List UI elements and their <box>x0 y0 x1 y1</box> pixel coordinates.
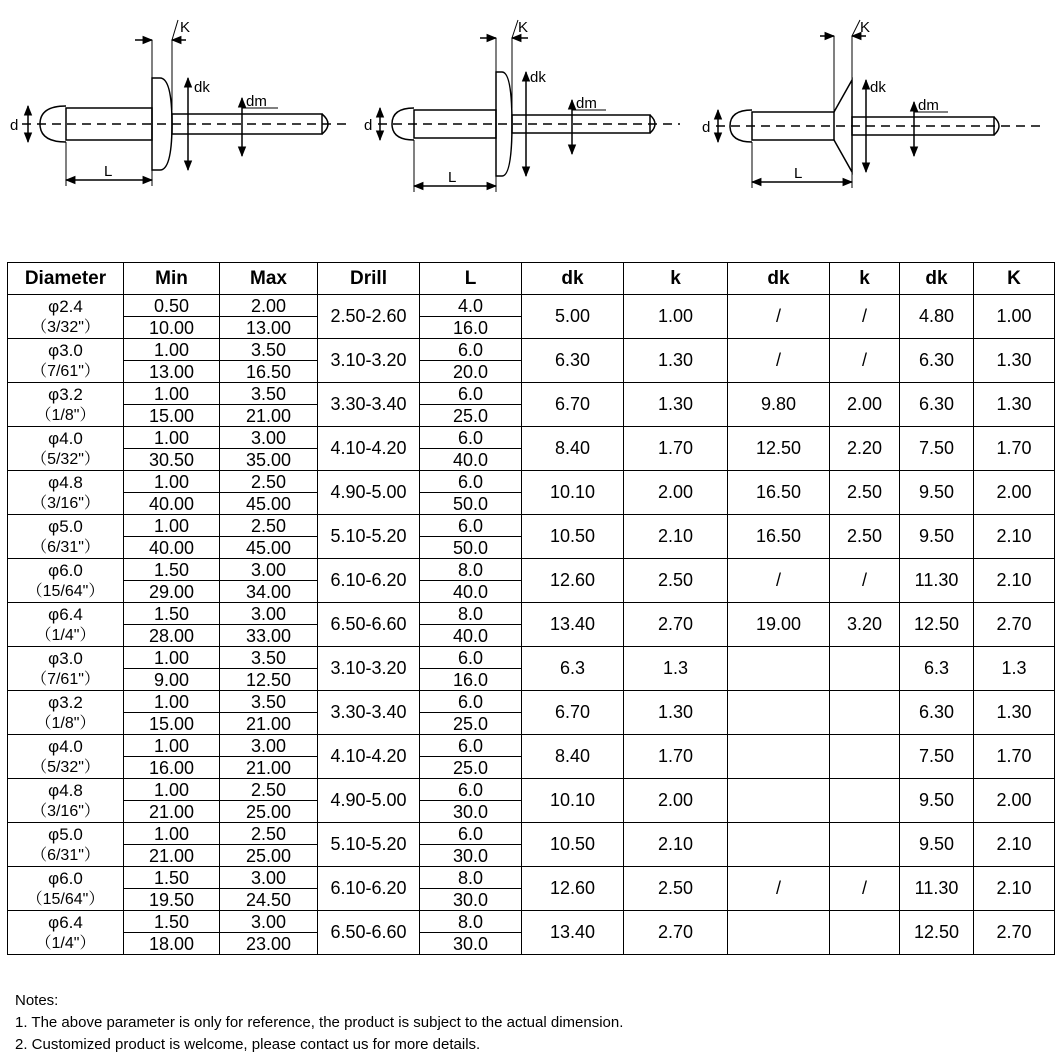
cell-k-countersunk: 1.30 <box>974 691 1055 735</box>
diameter-metric: φ4.8 <box>48 472 83 492</box>
cell-k-large-flange <box>830 779 900 823</box>
note-item-1: 1. The above parameter is only for reference, the product is subject to the actual dimension. <box>15 1014 624 1031</box>
table-row <box>8 691 1055 713</box>
cell-max-lower: 21.00 <box>220 757 318 779</box>
cell-dk-dome: 10.10 <box>522 471 624 515</box>
cell-drill: 6.10-6.20 <box>318 867 420 911</box>
diameter-inch: （6/31"） <box>31 846 100 864</box>
cell-k-countersunk: 2.10 <box>974 823 1055 867</box>
table-row <box>8 647 1055 669</box>
cell-l-lower: 40.0 <box>420 625 522 647</box>
cell-dk-dome: 10.10 <box>522 779 624 823</box>
cell-k-countersunk: 2.70 <box>974 911 1055 955</box>
cell-min-lower: 40.00 <box>124 493 220 515</box>
cell-min-upper: 1.00 <box>124 515 220 537</box>
diameter-metric: φ6.4 <box>48 604 83 624</box>
cell-diameter <box>8 691 124 735</box>
cell-max-upper: 3.00 <box>220 867 318 889</box>
header-max: Max <box>220 263 318 295</box>
cell-l-lower: 25.0 <box>420 405 522 427</box>
cell-max-lower: 12.50 <box>220 669 318 691</box>
cell-dk-large-flange: 16.50 <box>728 515 830 559</box>
cell-k-countersunk: 2.10 <box>974 559 1055 603</box>
cell-l-lower: 30.0 <box>420 845 522 867</box>
cell-dk-dome: 8.40 <box>522 735 624 779</box>
cell-diameter <box>8 471 124 515</box>
cell-dk-large-flange <box>728 647 830 691</box>
table-row <box>8 295 1055 317</box>
diameter-inch: （3/32"） <box>31 318 100 336</box>
cell-min-lower: 21.00 <box>124 801 220 823</box>
cell-dk-large-flange <box>728 735 830 779</box>
cell-min-upper: 1.50 <box>124 559 220 581</box>
cell-dk-dome: 10.50 <box>522 515 624 559</box>
header-l: L <box>420 263 522 295</box>
cell-l-upper: 6.0 <box>420 691 522 713</box>
table-row <box>8 339 1055 361</box>
diameter-metric: φ6.0 <box>48 560 83 580</box>
diameter-metric: φ5.0 <box>48 824 83 844</box>
cell-min-lower: 15.00 <box>124 405 220 427</box>
cell-min-lower: 28.00 <box>124 625 220 647</box>
cell-k-dome: 1.00 <box>624 295 728 339</box>
dome-head-rivet-drawing <box>22 20 350 186</box>
cell-dk-large-flange <box>728 691 830 735</box>
cell-k-large-flange <box>830 911 900 955</box>
diameter-metric: φ3.2 <box>48 384 83 404</box>
diameter-inch: （3/16"） <box>31 802 100 820</box>
diameter-inch: （1/8"） <box>35 714 96 732</box>
cell-dk-dome: 13.40 <box>522 911 624 955</box>
cell-dk-countersunk: 11.30 <box>900 559 974 603</box>
cell-k-countersunk: 2.00 <box>974 471 1055 515</box>
cell-max-lower: 23.00 <box>220 933 318 955</box>
cell-diameter <box>8 867 124 911</box>
cell-min-lower: 19.50 <box>124 889 220 911</box>
cell-max-upper: 2.00 <box>220 295 318 317</box>
cell-drill: 4.90-5.00 <box>318 779 420 823</box>
cell-diameter <box>8 911 124 955</box>
cell-k-countersunk: 1.00 <box>974 295 1055 339</box>
cell-dk-dome: 6.70 <box>522 383 624 427</box>
cell-min-lower: 40.00 <box>124 537 220 559</box>
header-dk-dome: dk <box>522 263 624 295</box>
cell-diameter <box>8 779 124 823</box>
cell-k-countersunk: 1.30 <box>974 383 1055 427</box>
d-label: d <box>702 119 711 136</box>
dm-label: dm <box>246 93 267 110</box>
cell-k-large-flange: 2.50 <box>830 515 900 559</box>
cell-drill: 4.90-5.00 <box>318 471 420 515</box>
cell-k-dome: 2.70 <box>624 911 728 955</box>
diameter-inch: （1/8"） <box>35 406 96 424</box>
cell-k-large-flange: 3.20 <box>830 603 900 647</box>
cell-dk-countersunk: 6.30 <box>900 691 974 735</box>
k-label: K <box>860 19 871 36</box>
cell-dk-large-flange: 12.50 <box>728 427 830 471</box>
cell-l-upper: 6.0 <box>420 471 522 493</box>
cell-max-lower: 21.00 <box>220 405 318 427</box>
cell-min-upper: 1.50 <box>124 911 220 933</box>
cell-drill: 6.10-6.20 <box>318 559 420 603</box>
cell-max-lower: 34.00 <box>220 581 318 603</box>
cell-max-upper: 3.50 <box>220 339 318 361</box>
cell-dk-dome: 8.40 <box>522 427 624 471</box>
diameter-inch: （5/32"） <box>31 450 100 468</box>
cell-max-upper: 2.50 <box>220 823 318 845</box>
table-row <box>8 559 1055 581</box>
cell-dk-large-flange: / <box>728 295 830 339</box>
cell-drill: 6.50-6.60 <box>318 911 420 955</box>
cell-min-upper: 1.00 <box>124 691 220 713</box>
cell-k-large-flange: 2.50 <box>830 471 900 515</box>
cell-l-lower: 40.0 <box>420 581 522 603</box>
cell-k-dome: 1.30 <box>624 383 728 427</box>
cell-dk-dome: 12.60 <box>522 867 624 911</box>
table-row <box>8 823 1055 845</box>
cell-min-upper: 0.50 <box>124 295 220 317</box>
diameter-inch: （1/4"） <box>35 626 96 644</box>
cell-max-upper: 3.00 <box>220 735 318 757</box>
cell-k-large-flange: / <box>830 339 900 383</box>
diameter-inch: （7/61"） <box>31 670 100 688</box>
cell-min-upper: 1.00 <box>124 427 220 449</box>
cell-drill: 3.30-3.40 <box>318 691 420 735</box>
diameter-metric: φ6.4 <box>48 912 83 932</box>
cell-min-lower: 21.00 <box>124 845 220 867</box>
cell-max-lower: 16.50 <box>220 361 318 383</box>
cell-min-upper: 1.00 <box>124 471 220 493</box>
cell-dk-countersunk: 6.30 <box>900 383 974 427</box>
notes <box>15 990 623 1056</box>
cell-max-upper: 3.50 <box>220 691 318 713</box>
k-label: K <box>180 19 191 36</box>
countersunk-rivet-drawing <box>716 20 1046 188</box>
diameter-metric: φ3.0 <box>48 648 83 668</box>
cell-dk-countersunk: 11.30 <box>900 867 974 911</box>
cell-dk-countersunk: 9.50 <box>900 515 974 559</box>
cell-max-lower: 24.50 <box>220 889 318 911</box>
cell-k-dome: 1.30 <box>624 691 728 735</box>
cell-dk-countersunk: 12.50 <box>900 911 974 955</box>
table-row <box>8 735 1055 757</box>
cell-min-lower: 13.00 <box>124 361 220 383</box>
cell-l-lower: 30.0 <box>420 933 522 955</box>
diameter-inch: （15/64"） <box>26 890 105 908</box>
table-row <box>8 471 1055 493</box>
cell-min-upper: 1.50 <box>124 603 220 625</box>
cell-max-upper: 3.00 <box>220 427 318 449</box>
diameter-inch: （7/61"） <box>31 362 100 380</box>
cell-k-dome: 2.00 <box>624 779 728 823</box>
dome-head-labels <box>10 19 267 180</box>
cell-dk-countersunk: 4.80 <box>900 295 974 339</box>
cell-k-large-flange <box>830 691 900 735</box>
diameter-metric: φ6.0 <box>48 868 83 888</box>
cell-l-lower: 30.0 <box>420 801 522 823</box>
diameter-metric: φ3.2 <box>48 692 83 712</box>
cell-min-upper: 1.00 <box>124 383 220 405</box>
table-body <box>8 295 1055 955</box>
table-row <box>8 867 1055 889</box>
cell-k-countersunk: 2.70 <box>974 603 1055 647</box>
cell-diameter <box>8 339 124 383</box>
cell-dk-countersunk: 9.50 <box>900 471 974 515</box>
cell-l-upper: 6.0 <box>420 427 522 449</box>
cell-k-dome: 2.70 <box>624 603 728 647</box>
header-k-dome: k <box>624 263 728 295</box>
table-row <box>8 427 1055 449</box>
cell-dk-dome: 5.00 <box>522 295 624 339</box>
cell-l-lower: 20.0 <box>420 361 522 383</box>
l-label: L <box>448 169 457 186</box>
cell-max-upper: 3.50 <box>220 647 318 669</box>
diameter-inch: （15/64"） <box>26 582 105 600</box>
diameter-inch: （6/31"） <box>31 538 100 556</box>
cell-k-large-flange: 2.00 <box>830 383 900 427</box>
header-k-large-flange: k <box>830 263 900 295</box>
cell-max-upper: 3.00 <box>220 911 318 933</box>
cell-k-countersunk: 1.3 <box>974 647 1055 691</box>
diameter-metric: φ3.0 <box>48 340 83 360</box>
large-flange-labels <box>364 19 597 186</box>
cell-l-upper: 4.0 <box>420 295 522 317</box>
cell-l-lower: 50.0 <box>420 493 522 515</box>
table-row <box>8 603 1055 625</box>
countersunk-labels <box>702 19 939 182</box>
cell-dk-large-flange: / <box>728 867 830 911</box>
header-dk-countersunk: dk <box>900 263 974 295</box>
cell-l-upper: 6.0 <box>420 383 522 405</box>
table-row <box>8 515 1055 537</box>
cell-max-upper: 3.00 <box>220 559 318 581</box>
cell-drill: 5.10-5.20 <box>318 515 420 559</box>
dm-label: dm <box>576 95 597 112</box>
table-row <box>8 779 1055 801</box>
diameter-metric: φ4.0 <box>48 736 83 756</box>
cell-k-large-flange <box>830 823 900 867</box>
cell-k-dome: 2.10 <box>624 823 728 867</box>
cell-l-upper: 6.0 <box>420 515 522 537</box>
l-label: L <box>794 165 803 182</box>
cell-l-upper: 6.0 <box>420 647 522 669</box>
cell-l-lower: 25.0 <box>420 757 522 779</box>
cell-diameter <box>8 603 124 647</box>
cell-dk-large-flange: 19.00 <box>728 603 830 647</box>
cell-min-lower: 9.00 <box>124 669 220 691</box>
header-diameter: Diameter <box>8 263 124 295</box>
header-k-countersunk: K <box>974 263 1055 295</box>
cell-drill: 4.10-4.20 <box>318 427 420 471</box>
cell-max-lower: 33.00 <box>220 625 318 647</box>
cell-dk-large-flange: 9.80 <box>728 383 830 427</box>
cell-l-lower: 40.0 <box>420 449 522 471</box>
cell-min-lower: 10.00 <box>124 317 220 339</box>
dm-label: dm <box>918 97 939 114</box>
cell-min-upper: 1.50 <box>124 867 220 889</box>
cell-max-lower: 45.00 <box>220 493 318 515</box>
cell-k-large-flange: / <box>830 867 900 911</box>
cell-diameter <box>8 295 124 339</box>
rivet-drawings <box>0 0 1060 230</box>
cell-k-dome: 2.50 <box>624 867 728 911</box>
cell-dk-large-flange: / <box>728 339 830 383</box>
rivet-spec-table <box>7 262 1055 955</box>
cell-dk-large-flange <box>728 911 830 955</box>
cell-min-lower: 29.00 <box>124 581 220 603</box>
cell-l-upper: 6.0 <box>420 823 522 845</box>
cell-dk-countersunk: 9.50 <box>900 823 974 867</box>
cell-k-countersunk: 1.30 <box>974 339 1055 383</box>
cell-max-upper: 3.00 <box>220 603 318 625</box>
header-min: Min <box>124 263 220 295</box>
header-dk-large-flange: dk <box>728 263 830 295</box>
table-row <box>8 383 1055 405</box>
cell-min-upper: 1.00 <box>124 339 220 361</box>
cell-k-dome: 2.10 <box>624 515 728 559</box>
cell-min-upper: 1.00 <box>124 735 220 757</box>
cell-l-upper: 6.0 <box>420 779 522 801</box>
cell-l-lower: 16.0 <box>420 317 522 339</box>
cell-dk-countersunk: 7.50 <box>900 735 974 779</box>
cell-drill: 2.50-2.60 <box>318 295 420 339</box>
cell-l-upper: 8.0 <box>420 603 522 625</box>
cell-drill: 3.10-3.20 <box>318 339 420 383</box>
cell-dk-large-flange: / <box>728 559 830 603</box>
cell-l-upper: 6.0 <box>420 735 522 757</box>
cell-min-lower: 15.00 <box>124 713 220 735</box>
diameter-metric: φ5.0 <box>48 516 83 536</box>
cell-k-dome: 1.30 <box>624 339 728 383</box>
cell-min-upper: 1.00 <box>124 823 220 845</box>
cell-max-lower: 21.00 <box>220 713 318 735</box>
cell-k-dome: 2.00 <box>624 471 728 515</box>
cell-max-lower: 25.00 <box>220 801 318 823</box>
cell-dk-countersunk: 6.30 <box>900 339 974 383</box>
d-label: d <box>364 117 373 134</box>
cell-k-countersunk: 2.00 <box>974 779 1055 823</box>
cell-l-lower: 50.0 <box>420 537 522 559</box>
cell-diameter <box>8 383 124 427</box>
cell-dk-dome: 12.60 <box>522 559 624 603</box>
cell-l-lower: 25.0 <box>420 713 522 735</box>
diameter-inch: （5/32"） <box>31 758 100 776</box>
large-flange-rivet-drawing <box>378 20 680 192</box>
cell-dk-dome: 13.40 <box>522 603 624 647</box>
cell-l-upper: 8.0 <box>420 911 522 933</box>
cell-dk-large-flange <box>728 823 830 867</box>
cell-drill: 6.50-6.60 <box>318 603 420 647</box>
cell-l-upper: 8.0 <box>420 867 522 889</box>
dk-label: dk <box>870 79 886 96</box>
cell-max-upper: 3.50 <box>220 383 318 405</box>
rivet-body-1 <box>66 108 152 140</box>
cell-dk-dome: 6.3 <box>522 647 624 691</box>
cell-dk-large-flange: 16.50 <box>728 471 830 515</box>
cell-k-large-flange: 2.20 <box>830 427 900 471</box>
d-label: d <box>10 117 19 134</box>
cell-k-large-flange <box>830 647 900 691</box>
cell-drill: 4.10-4.20 <box>318 735 420 779</box>
cell-diameter <box>8 559 124 603</box>
cell-max-upper: 2.50 <box>220 779 318 801</box>
cell-dk-large-flange <box>728 779 830 823</box>
diameter-metric: φ4.8 <box>48 780 83 800</box>
cell-drill: 5.10-5.20 <box>318 823 420 867</box>
cell-max-lower: 45.00 <box>220 537 318 559</box>
cell-dk-countersunk: 12.50 <box>900 603 974 647</box>
cell-max-lower: 13.00 <box>220 317 318 339</box>
cell-dk-dome: 6.70 <box>522 691 624 735</box>
k-label: K <box>518 19 529 36</box>
cell-l-upper: 6.0 <box>420 339 522 361</box>
cell-l-upper: 8.0 <box>420 559 522 581</box>
cell-min-upper: 1.00 <box>124 647 220 669</box>
cell-k-dome: 2.50 <box>624 559 728 603</box>
notes-title: Notes: <box>15 992 59 1009</box>
cell-k-dome: 1.3 <box>624 647 728 691</box>
cell-l-lower: 30.0 <box>420 889 522 911</box>
note-item-2: 2. Customized product is welcome, please contact us for more details. <box>15 1036 481 1053</box>
cell-dk-dome: 6.30 <box>522 339 624 383</box>
cell-diameter <box>8 515 124 559</box>
cell-k-large-flange: / <box>830 295 900 339</box>
table-row <box>8 911 1055 933</box>
dk-label: dk <box>530 69 546 86</box>
cell-min-lower: 16.00 <box>124 757 220 779</box>
dk-label: dk <box>194 79 210 96</box>
cell-drill: 3.10-3.20 <box>318 647 420 691</box>
cell-max-upper: 2.50 <box>220 471 318 493</box>
cell-diameter <box>8 823 124 867</box>
cell-max-upper: 2.50 <box>220 515 318 537</box>
table-header-row <box>8 263 1055 295</box>
l-label: L <box>104 163 113 180</box>
cell-k-dome: 1.70 <box>624 735 728 779</box>
diameter-metric: φ4.0 <box>48 428 83 448</box>
cell-k-large-flange: / <box>830 559 900 603</box>
cell-dk-countersunk: 6.3 <box>900 647 974 691</box>
cell-k-countersunk: 2.10 <box>974 515 1055 559</box>
cell-k-large-flange <box>830 735 900 779</box>
cell-min-lower: 18.00 <box>124 933 220 955</box>
cell-k-countersunk: 1.70 <box>974 735 1055 779</box>
cell-k-countersunk: 1.70 <box>974 427 1055 471</box>
diameter-inch: （1/4"） <box>35 934 96 952</box>
cell-min-lower: 30.50 <box>124 449 220 471</box>
cell-max-lower: 35.00 <box>220 449 318 471</box>
cell-min-upper: 1.00 <box>124 779 220 801</box>
cell-dk-dome: 10.50 <box>522 823 624 867</box>
cell-max-lower: 25.00 <box>220 845 318 867</box>
cell-dk-countersunk: 7.50 <box>900 427 974 471</box>
header-drill: Drill <box>318 263 420 295</box>
cell-k-countersunk: 2.10 <box>974 867 1055 911</box>
cell-diameter <box>8 427 124 471</box>
diameter-metric: φ2.4 <box>48 296 83 316</box>
cell-l-lower: 16.0 <box>420 669 522 691</box>
cell-dk-countersunk: 9.50 <box>900 779 974 823</box>
cell-k-dome: 1.70 <box>624 427 728 471</box>
diameter-inch: （3/16"） <box>31 494 100 512</box>
cell-drill: 3.30-3.40 <box>318 383 420 427</box>
cell-diameter <box>8 647 124 691</box>
cell-diameter <box>8 735 124 779</box>
